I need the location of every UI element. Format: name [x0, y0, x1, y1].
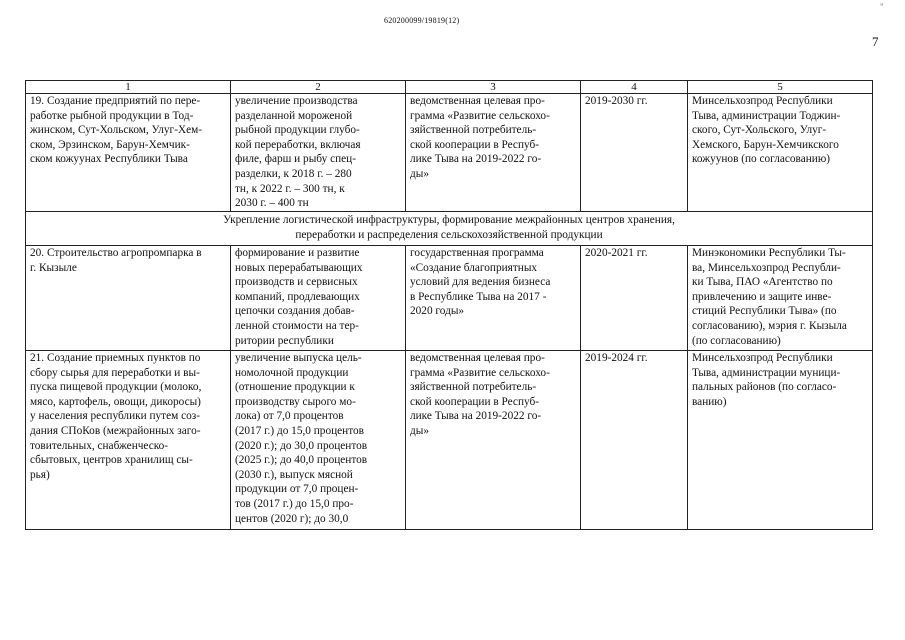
column-number: 1 [26, 81, 231, 94]
measure-cell: 20. Строительство агропромпарка в г. Кызыле [26, 246, 231, 351]
period-cell: 2020-2021 гг. [581, 246, 688, 351]
period-cell: 2019-2024 гг. [581, 351, 688, 530]
result-cell: увеличение выпуска цель- номолочной продукции (отношение продукции к производству сырого мо- лока) от 7,0 процентов (2017 г.) до 15,0 процентов (2020 г.); до 30,0 процентов (2025 г.); до 40,0 процентов (2030 г.), выпуск мясной продукции от 7,0 процен- тов (2017 г.) до 15,0 про- центов (2020 г); до 30,0 [231, 351, 406, 530]
page-number: 7 [872, 34, 879, 49]
column-number: 4 [581, 81, 688, 94]
section-row [26, 212, 873, 246]
table-row [26, 246, 873, 351]
section-heading: Укрепление логистической инфраструктуры, формирование межрайонных центров хранения, переработки и распределения сельскохозяйственной продукции [26, 212, 873, 246]
column-number: 3 [406, 81, 581, 94]
responsible-cell: Минсельхозпрод Республики Тыва, администрации Тоджин- ского, Сут-Хольского, Улуг- Хемского, Барун-Хемчикского кожуунов (по согласованию) [688, 94, 873, 212]
program-cell: ведомственная целевая про- грамма «Развитие сельскохо- зяйственной потребитель- ской кооперации в Респуб- лике Тыва на 2019-2022 го- ды» [406, 94, 581, 212]
measures-table [25, 80, 873, 530]
measure-cell: 19. Создание предприятий по пере- работке рыбной продукции в Тод- жинском, Сут-Хольском, Улуг-Хем- ском, Эрзинском, Барун-Хемчик- ском кожуунах Республики Тыва [26, 94, 231, 212]
responsible-cell: Минэкономики Республики Ты- ва, Минсельхозпрод Республи- ки Тыва, ПАО «Агентство по привлечению и защите инве- стиций Республики Тыва» (по согласованию), мэрия г. Кызыла (по согласованию) [688, 246, 873, 351]
corner-mark: " [880, 2, 884, 12]
period-cell: 2019-2030 гг. [581, 94, 688, 212]
program-cell: государственная программа «Создание благоприятных условий для ведения бизнеса в Республике Тыва на 2017 - 2020 годы» [406, 246, 581, 351]
table-row [26, 351, 873, 530]
column-number: 5 [688, 81, 873, 94]
measure-cell: 21. Создание приемных пунктов по сбору сырья для переработки и вы- пуска пищевой продукции (молоко, мясо, картофель, овощи, дикоросы) у населения республики путем соз- дания СПоКов (межрайонных заго- товительных, снабженческо- сбытовых, центров хранилищ сы- рья) [26, 351, 231, 530]
result-cell: увеличение производства разделанной мороженой рыбной продукции глубо- кой переработки, включая филе, фарш и рыбу спец- разделки, к 2018 г. – 280 тн, к 2022 г. – 300 тн, к 2030 г. – 400 тн [231, 94, 406, 212]
document-id: 620200099/19819(12) [384, 16, 460, 25]
result-cell: формирование и развитие новых перерабатывающих производств и сервисных компаний, продлевающих цепочки создания добав- ленной стоимости на тер- ритории республики [231, 246, 406, 351]
program-cell: ведомственная целевая про- грамма «Развитие сельскохо- зяйственной потребитель- ской кооперации в Респуб- лике Тыва на 2019-2022 го- ды» [406, 351, 581, 530]
column-number-row [26, 81, 873, 94]
responsible-cell: Минсельхозпрод Республики Тыва, администрации муници- пальных районов (по согласо- ванию) [688, 351, 873, 530]
table-row [26, 94, 873, 212]
column-number: 2 [231, 81, 406, 94]
